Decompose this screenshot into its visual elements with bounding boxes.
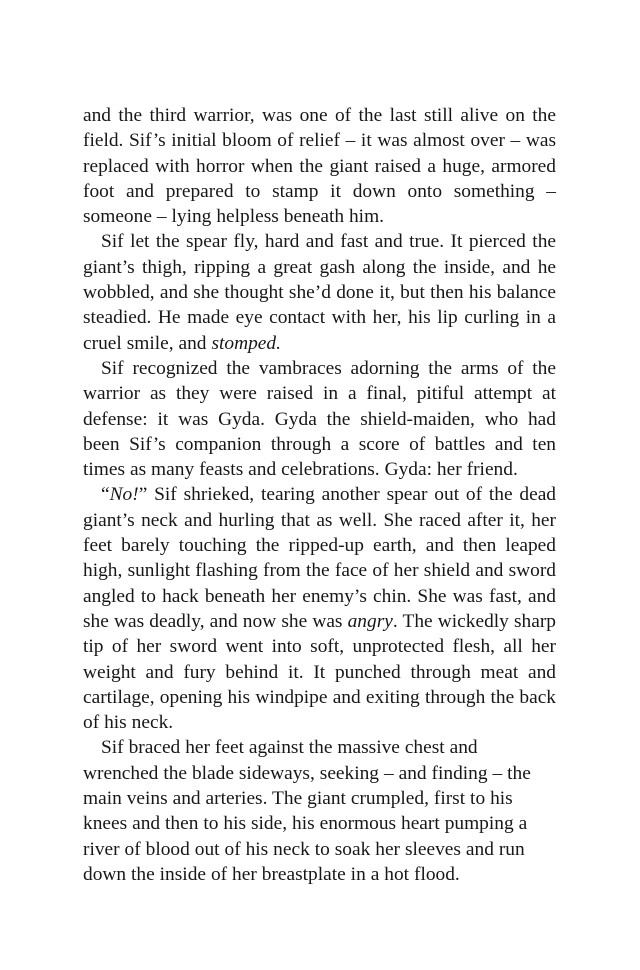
body-text-block [83,103,556,887]
paragraph-text-segment-end: . The wickedly sharp tip of her sword went into soft, unprotected flesh, all her weight and fury behind it. It punched through meat and cartilage, opening his windpipe and exiting through the back of his neck. [83,610,556,734]
paragraph-text-segment: Sif shrieked, tearing another spear out of the dead giant’s neck and hurling that as well. She raced after it, her feet barely touching the ripped-up earth, and then leaped high, sunlight flashing from the face of her shield and sword angled to hack beneath her enemy’s chin. She was fast, and she was deadly, and now she was [83,484,556,632]
quote-open-mark: “ [101,484,110,506]
paragraph-gyda-recognition: Sif recognized the vambraces adorning the arms of the warrior as they were raised in a final, pitiful attempt at defense: it was Gyda. Gyda the shield-maiden, who had been Sif’s companion through a score of battles and ten times as many feasts and celebrations. Gyda: her friend. [83,357,556,481]
paragraph-spear-throw [83,229,556,355]
paragraph-continuation: and the third warrior, was one of the last still alive on the field. Sif’s initial bloom of relief – it was almost over – was replaced with horror when the giant raised a huge, armored foot and prepared to stamp it down onto something – someone – lying helpless beneath him. [83,105,556,228]
paragraph-text-segment: Sif let the spear fly, hard and fast and true. It pierced the giant’s thigh, ripping a great gash along the inside, and he wobbled, and she thought she’d done it, but then his balance steadied. He made eye contact with her, his lip curling in a cruel smile, and [83,231,556,354]
emphasis-no: No! [109,484,139,506]
emphasis-angry: angry [347,610,393,632]
paragraph-giant-falls: Sif braced her feet against the massive chest and wrenched the blade sideways, seeking – and finding – the main veins and arteries. The giant crumpled, first to his knees and then to his side, his enormous heart pumping a river of blood out of his neck to soak her sleeves and run down the inside of her breastplate in a hot flood. [83,737,531,885]
quote-close-mark: ” [138,484,148,506]
emphasis-stomped: stomped. [211,332,281,354]
paragraph-sif-charge [83,482,556,735]
